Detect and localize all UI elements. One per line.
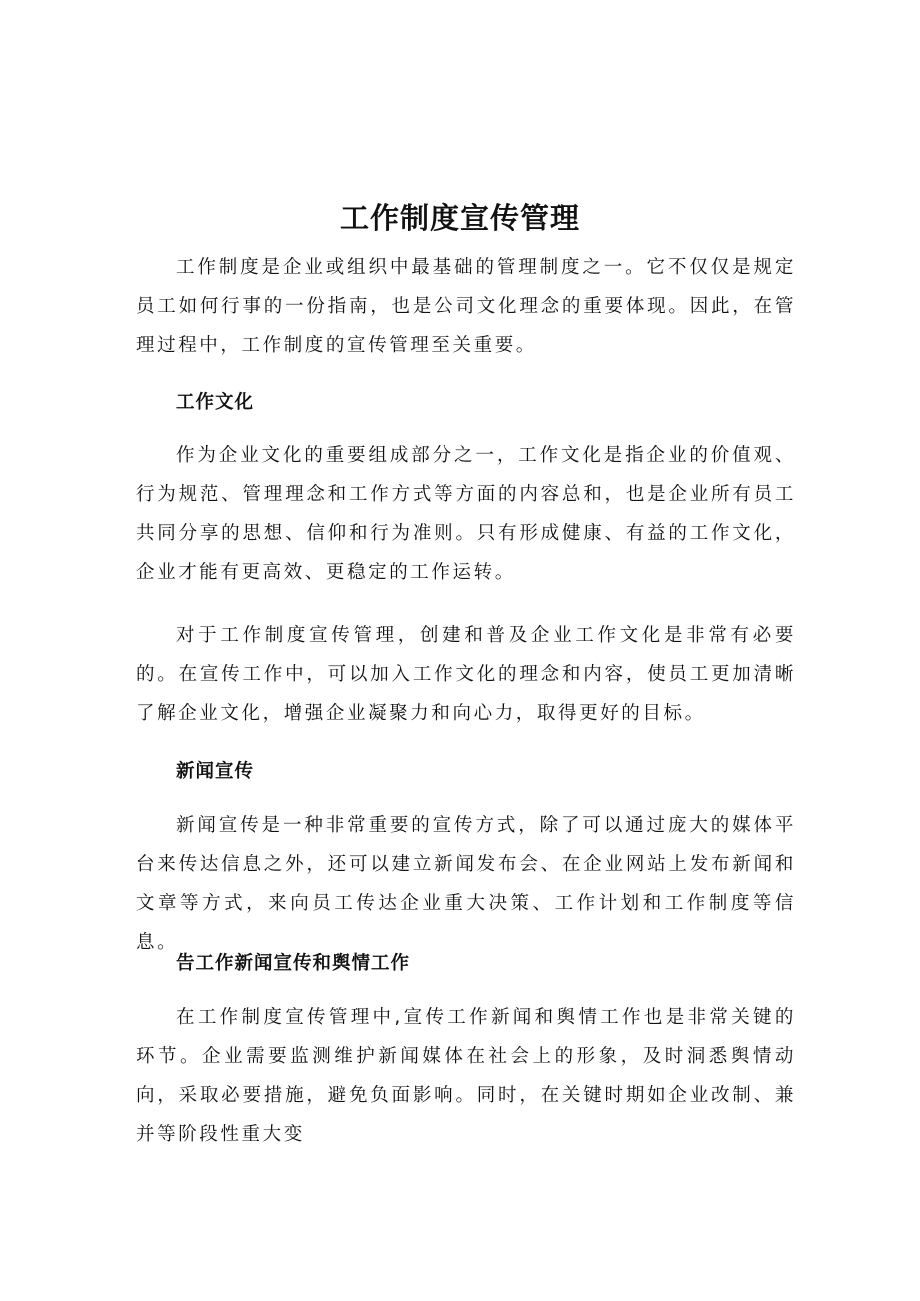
paragraph-public-opinion: 在工作制度宣传管理中,宣传工作新闻和舆情工作也是非常关键的环节。企业需要监测维护新闻媒体在社会上的形象，及时洞悉舆情动向，采取必要措施，避免负面影响。同时，在关键时期如企业改制、兼并等阶段性重大变	[136, 1007, 796, 1145]
intro-paragraph: 工作制度是企业或组织中最基础的管理制度之一。它不仅仅是规定员工如何行事的一份指南，也是公司文化理念的重要体现。因此，在管理过程中，工作制度的宣传管理至关重要。	[136, 257, 796, 356]
paragraph-work-culture-2: 对于工作制度宣传管理，创建和普及企业工作文化是非常有必要的。在宣传工作中，可以加入工作文化的理念和内容，使员工更加清晰了解企业文化，增强企业凝聚力和向心力，取得更好的目标。	[136, 625, 796, 724]
paragraph-work-culture-1: 作为企业文化的重要组成部分之一，工作文化是指企业的价值观、行为规范、管理理念和工作方式等方面的内容总和，也是企业所有员工共同分享的思想、信仰和行为准则。只有形成健康、有益的工作文化，企业才能有更高效、更稳定的工作运转。	[136, 445, 796, 583]
section-heading-news-publicity: 新闻宣传	[176, 761, 255, 782]
page-title: 工作制度宣传管理	[339, 201, 580, 235]
paragraph-news-publicity: 新闻宣传是一种非常重要的宣传方式，除了可以通过庞大的媒体平台来传达信息之外，还可以建立新闻发布会、在企业网站上发布新闻和文章等方式，来向员工传达企业重大决策、工作计划和工作制度等信息。	[136, 815, 796, 953]
section-heading-public-opinion: 告工作新闻宣传和舆情工作	[176, 953, 411, 974]
section-heading-work-culture: 工作文化	[176, 392, 255, 413]
